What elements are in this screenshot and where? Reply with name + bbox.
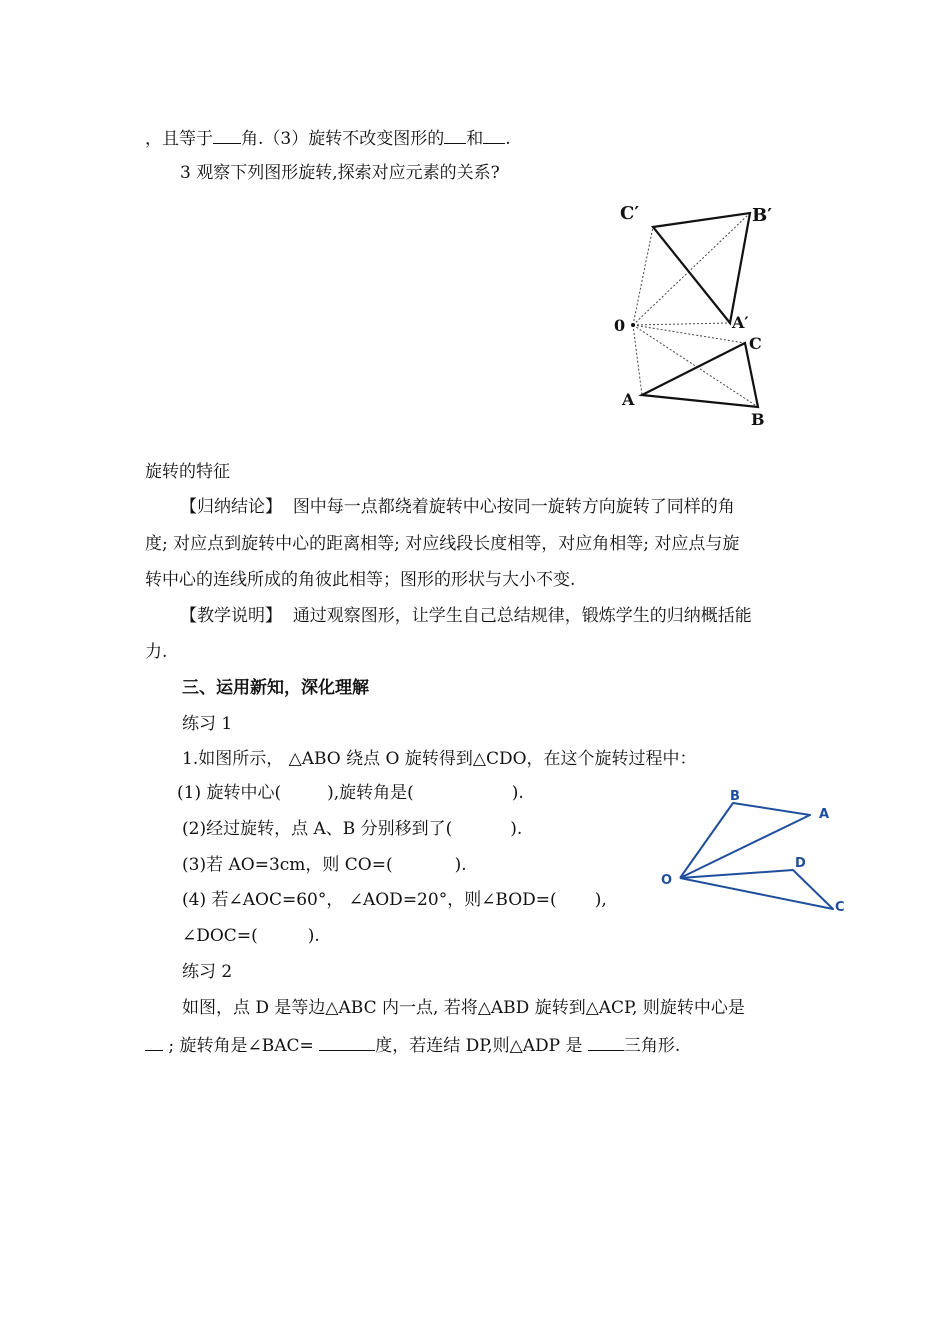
label-b-prime: B′ [752, 205, 772, 226]
label-o: O [661, 873, 673, 888]
dotted-line [633, 325, 642, 395]
exercise-2-title: 练习 2 [182, 962, 233, 982]
sub-question-3: (3)若 AO=3cm，则 CO=( ). [182, 855, 467, 875]
teaching-line-1: 【教学说明】 通过观察图形，让学生自己总结规律，锻炼学生的归纳概括能 [180, 606, 752, 626]
label-c: C [835, 900, 845, 915]
triangle-a-prime [653, 213, 750, 323]
exercise-2-line-2: ; 旋转角是∠BAC= 度，若连结 DP,则△ADP 是 三角形. [145, 1033, 680, 1057]
rotation-figure [610, 195, 780, 435]
text-line-1: ，且等于 角.（3）旋转不改变图形的 和 . [145, 126, 511, 150]
label-a: A [622, 390, 635, 409]
teaching-line-2: 力. [145, 642, 168, 662]
label-a-prime: A′ [732, 313, 749, 332]
dotted-line [633, 325, 745, 343]
label-c: C [749, 334, 762, 353]
sub-question-2: (2)经过旋转，点 A、B 分别移到了( ). [182, 819, 523, 839]
sub-question-1: (1) 旋转中心( ),旋转角是( ). [177, 783, 524, 803]
sub-question-5: ∠DOC=( ). [182, 926, 320, 946]
exercise-1-question: 1.如图所示， △ABO 绕点 O 旋转得到△CDO，在这个旋转过程中： [182, 749, 697, 769]
conclusion-line-2: 度; 对应点到旋转中心的距离相等; 对应线段长度相等，对应角相等; 对应点与旋 [145, 534, 740, 554]
dotted-line [633, 325, 758, 407]
sub-question-4: (4) 若∠AOC=60°， ∠AOD=20°，则∠BOD=( ), [182, 890, 607, 910]
triangle-abc [642, 343, 758, 407]
conclusion-line-1: 【归纳结论】 图中每一点都绕着旋转中心按同一旋转方向旋转了同样的角 [180, 497, 735, 517]
blank [213, 126, 241, 144]
dotted-line [633, 323, 730, 325]
label-o: 0 [614, 316, 626, 335]
exercise-1-title: 练习 1 [182, 714, 233, 734]
section-title: 旋转的特征 [145, 462, 230, 482]
dotted-line [633, 227, 653, 325]
blank [588, 1033, 624, 1051]
triangle-abo [680, 803, 810, 878]
heading-3: 三、运用新知，深化理解 [182, 678, 369, 698]
label-c-prime: C′ [620, 203, 640, 224]
label-b: B [730, 789, 740, 804]
exercise-figure [655, 785, 855, 920]
conclusion-line-3: 转中心的连线所成的角彼此相等；图形的形状与大小不变. [145, 570, 576, 590]
triangle-cdo [680, 870, 833, 909]
text-line-2: 3 观察下列图形旋转,探索对应元素的关系? [180, 163, 500, 183]
blank [145, 1033, 163, 1051]
label-d: D [795, 856, 806, 871]
label-a: A [819, 807, 830, 822]
exercise-2-line-1: 如图，点 D 是等边△ABC 内一点, 若将△ABD 旋转到△ACP, 则旋转中心是 [182, 998, 745, 1018]
blank [444, 126, 466, 144]
label-b: B [751, 410, 765, 429]
blank [319, 1033, 375, 1051]
blank [483, 126, 505, 144]
point-o [631, 323, 635, 327]
